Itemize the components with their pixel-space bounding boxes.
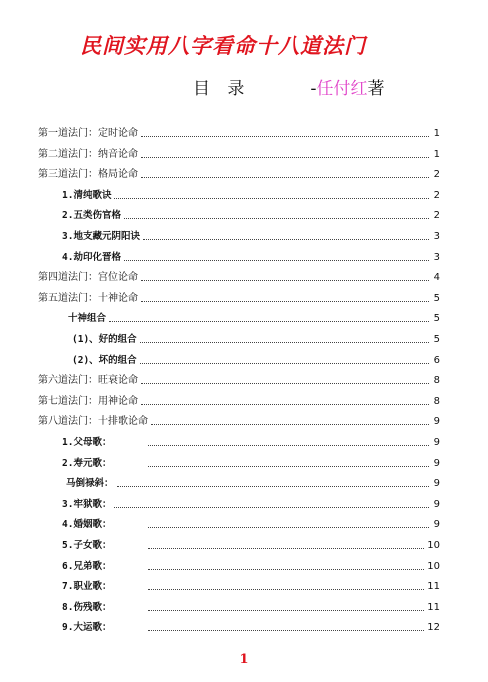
page-number: 1 bbox=[239, 652, 249, 667]
toc-leader-dots bbox=[148, 445, 429, 446]
toc-entry[interactable] bbox=[62, 227, 440, 243]
toc-entry-label: 第七道法门：用神论命 bbox=[38, 395, 138, 407]
toc-entry-page: 1 bbox=[433, 148, 440, 160]
toc-entry-page: 9 bbox=[433, 457, 440, 469]
toc-leader-dots bbox=[148, 610, 424, 611]
toc-entry-page: 4 bbox=[433, 272, 440, 284]
toc-entry-label: 6.兄弟歌： bbox=[62, 560, 112, 572]
toc-entry[interactable] bbox=[38, 124, 440, 140]
toc-entry-label: 第五道法门：十神论命 bbox=[38, 292, 138, 304]
toc-entry[interactable] bbox=[62, 515, 440, 531]
toc-entry[interactable] bbox=[62, 248, 440, 264]
toc-entry[interactable] bbox=[62, 206, 440, 222]
toc-entry-label: 1.父母歌： bbox=[62, 437, 112, 448]
toc-entry-label: 2.寿元歌： bbox=[62, 457, 112, 469]
toc-entry[interactable] bbox=[62, 495, 440, 511]
toc-entry-page: 9 bbox=[433, 519, 440, 531]
toc-entry-page: 5 bbox=[433, 292, 440, 304]
toc-entry-page: 10 bbox=[427, 540, 440, 551]
toc-leader-dots bbox=[141, 404, 429, 405]
toc-entry[interactable] bbox=[38, 371, 440, 387]
toc-entry[interactable] bbox=[38, 145, 440, 161]
toc-heading bbox=[193, 74, 385, 99]
toc-leader-dots bbox=[124, 260, 429, 261]
toc-entry[interactable] bbox=[38, 165, 440, 181]
toc-entry[interactable] bbox=[38, 392, 440, 408]
toc-leader-dots bbox=[141, 177, 429, 178]
toc-entry-label: (1)、好的组合 bbox=[72, 334, 137, 345]
toc-entry-page: 10 bbox=[427, 560, 440, 572]
toc-leader-dots bbox=[141, 136, 429, 137]
toc-leader-dots bbox=[148, 548, 424, 549]
toc-entry-page: 8 bbox=[433, 395, 440, 407]
toc-entry-label: 3.地支藏元阴阳诀 bbox=[62, 231, 140, 242]
toc-entry-label: 第一道法门：定时论命 bbox=[38, 128, 138, 139]
toc-entry[interactable] bbox=[62, 618, 440, 634]
toc-leader-dots bbox=[141, 301, 429, 302]
toc-entry-page: 1 bbox=[433, 128, 440, 139]
toc-entry[interactable] bbox=[38, 289, 440, 305]
author-name: 任付红 bbox=[316, 79, 368, 99]
toc-entry-label: 5.子女歌： bbox=[62, 540, 112, 551]
toc-entry-label: 8.伤残歌： bbox=[62, 601, 112, 613]
toc-entry[interactable] bbox=[38, 268, 440, 284]
toc-leader-dots bbox=[148, 527, 429, 528]
toc-entry[interactable] bbox=[62, 454, 440, 470]
toc-leader-dots bbox=[141, 383, 429, 384]
toc-entry-page: 11 bbox=[427, 581, 440, 593]
toc-entry-label: 马倒禄斜： bbox=[66, 478, 114, 490]
toc-entry-label: 7.职业歌： bbox=[62, 581, 112, 593]
toc-entry-label: 第二道法门：纳音论命 bbox=[38, 148, 138, 160]
toc-entry-label: 第六道法门：旺衰论命 bbox=[38, 375, 138, 387]
toc-entry-label: 2.五类伤官格 bbox=[62, 210, 121, 222]
toc-entry-page: 6 bbox=[433, 354, 440, 366]
toc-entry[interactable] bbox=[72, 330, 440, 346]
toc-entry-label: 第八道法门：十排歌论命 bbox=[38, 416, 148, 428]
toc-entry-page: 5 bbox=[433, 334, 440, 345]
toc-leader-dots bbox=[117, 486, 429, 487]
author-suffix: 著 bbox=[367, 79, 385, 99]
toc-entry[interactable] bbox=[62, 536, 440, 552]
toc-entry-page: 2 bbox=[433, 169, 440, 181]
toc-leader-dots bbox=[114, 507, 429, 508]
toc-entry-label: (2)、坏的组合 bbox=[72, 354, 137, 366]
toc-leader-dots bbox=[124, 218, 429, 219]
toc-entry-page: 3 bbox=[433, 251, 440, 263]
toc-entry-page: 11 bbox=[427, 601, 440, 613]
toc-entry-page: 9 bbox=[433, 416, 440, 428]
toc-leader-dots bbox=[148, 569, 424, 570]
toc-entry-page: 9 bbox=[433, 437, 440, 448]
toc-entry[interactable] bbox=[62, 433, 440, 449]
toc-entry-page: 2 bbox=[433, 189, 440, 201]
toc-leader-dots bbox=[151, 424, 429, 425]
document-title: 民间实用八字看命十八道法门 bbox=[80, 33, 366, 58]
toc-leader-dots bbox=[140, 342, 429, 343]
toc-entry[interactable] bbox=[62, 598, 440, 614]
toc-leader-dots bbox=[148, 589, 424, 590]
toc-entry-label: 3.牢狱歌： bbox=[62, 498, 112, 510]
toc-leader-dots bbox=[114, 198, 429, 199]
toc-entry-page: 9 bbox=[433, 478, 440, 490]
toc-entry[interactable] bbox=[62, 557, 440, 573]
toc-leader-dots bbox=[148, 466, 429, 467]
toc-leader-dots bbox=[141, 280, 429, 281]
toc-entry-page: 2 bbox=[433, 210, 440, 222]
toc-entry[interactable] bbox=[62, 186, 440, 202]
toc-entry-label: 9.大运歌： bbox=[62, 622, 112, 634]
toc-heading-label: 目 录 bbox=[193, 79, 251, 99]
toc-entry-label: 第四道法门：宫位论命 bbox=[38, 272, 138, 284]
toc-entry[interactable] bbox=[66, 474, 440, 490]
toc-entry[interactable] bbox=[68, 309, 440, 325]
toc-leader-dots bbox=[143, 239, 429, 240]
toc-entry-label: 十神组合 bbox=[68, 313, 107, 325]
toc-entry[interactable] bbox=[72, 351, 440, 367]
toc-entry-label: 1.清纯歌诀 bbox=[62, 189, 112, 201]
toc-entry-page: 8 bbox=[433, 375, 440, 387]
toc-leader-dots bbox=[140, 363, 429, 364]
toc-entry-label: 4.婚姻歌： bbox=[62, 519, 112, 531]
toc-entry-page: 9 bbox=[433, 498, 440, 510]
toc-entry-label: 4.劫印化晋格 bbox=[62, 251, 121, 263]
toc-leader-dots bbox=[141, 157, 429, 158]
toc-entry-page: 5 bbox=[433, 313, 440, 325]
author-dash: - bbox=[310, 79, 317, 99]
toc-leader-dots bbox=[109, 321, 429, 322]
toc-entry-page: 12 bbox=[427, 622, 440, 634]
toc-entry[interactable] bbox=[38, 412, 440, 428]
toc-entry[interactable] bbox=[62, 577, 440, 593]
toc-entry-page: 3 bbox=[433, 231, 440, 242]
toc-leader-dots bbox=[148, 630, 424, 631]
toc-entry-label: 第三道法门：格局论命 bbox=[38, 169, 138, 181]
